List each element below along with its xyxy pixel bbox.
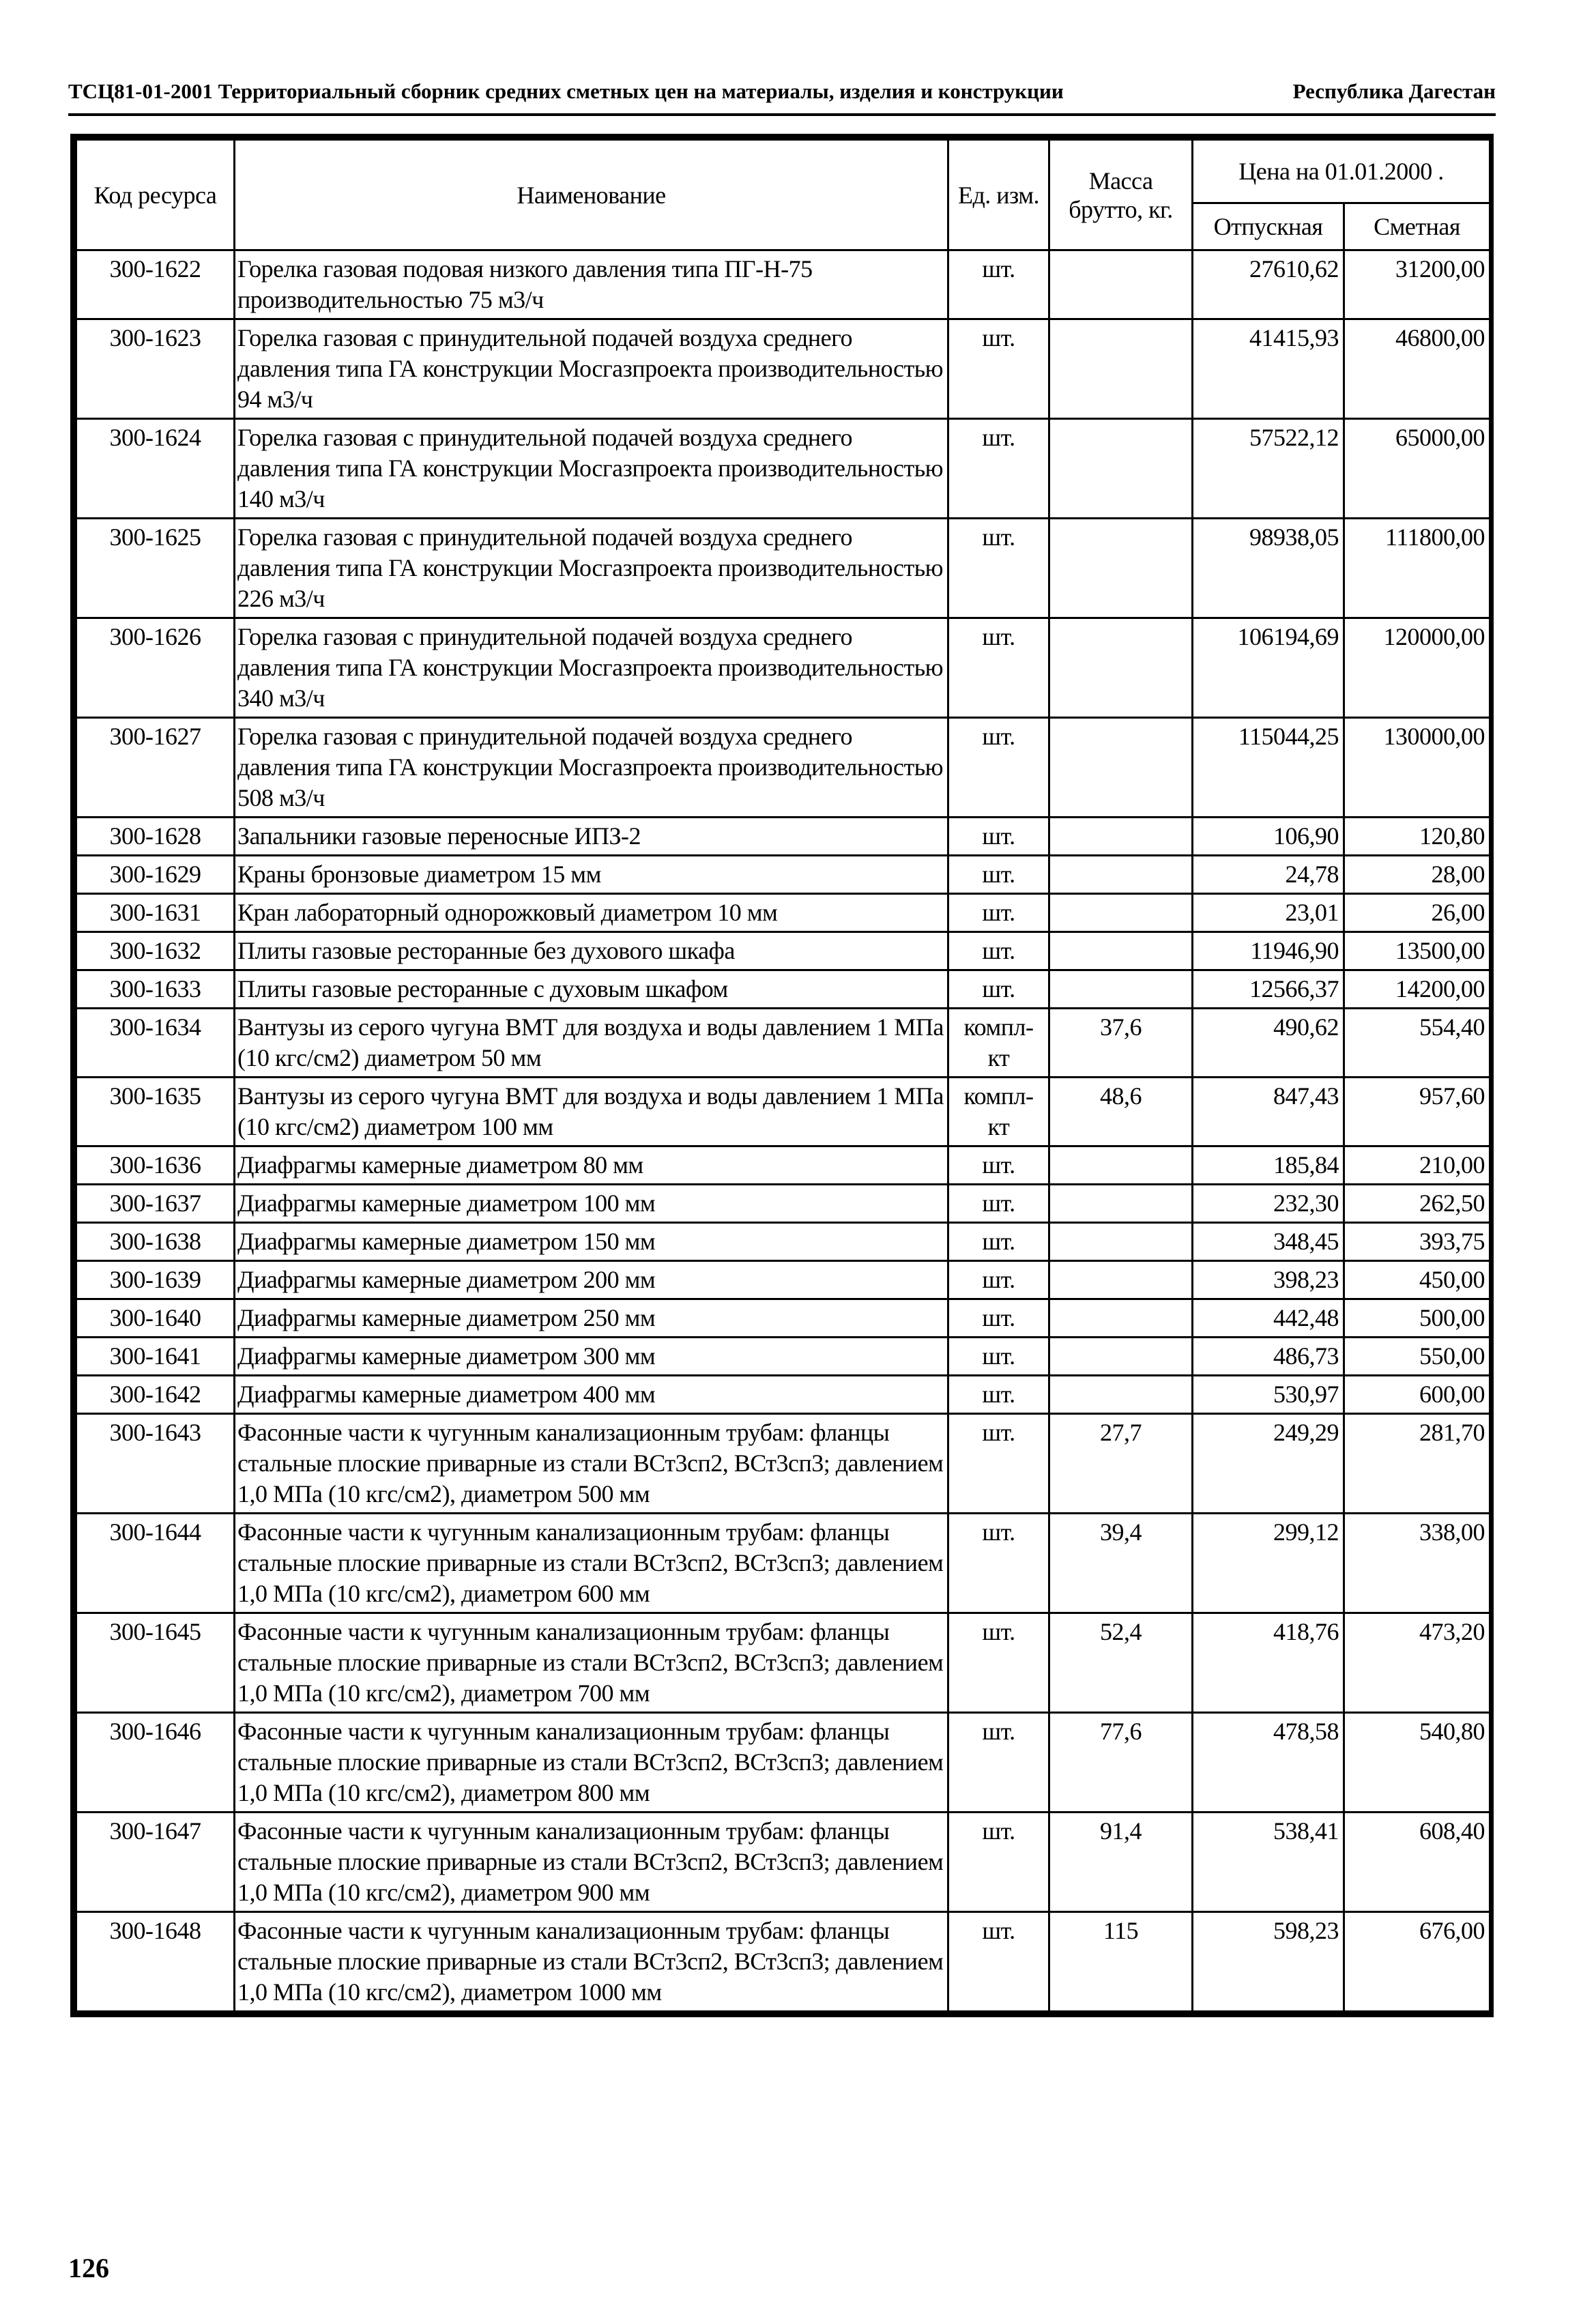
estimate-price-cell: 26,00 [1344,894,1490,932]
resource-code-cell: 300-1634 [76,1009,235,1078]
gross-mass-cell: 39,4 [1049,1514,1193,1613]
gross-mass-cell: 52,4 [1049,1613,1193,1713]
release-price-cell: 442,48 [1193,1299,1344,1338]
table-row [76,718,1490,818]
unit-cell: шт. [948,319,1049,419]
table-row [76,1009,1490,1078]
price-table-frame [70,134,1494,2017]
estimate-price-cell: 262,50 [1344,1185,1490,1223]
unit-cell: шт. [948,1376,1049,1414]
gross-mass-cell: 37,6 [1049,1009,1193,1078]
estimate-price-cell: 500,00 [1344,1299,1490,1338]
resource-code-cell: 300-1626 [76,618,235,718]
estimate-price-cell: 338,00 [1344,1514,1490,1613]
release-price-cell: 478,58 [1193,1713,1344,1813]
estimate-price-cell: 676,00 [1344,1912,1490,2012]
gross-mass-cell [1049,970,1193,1009]
table-row [76,1078,1490,1146]
table-row [76,1414,1490,1514]
release-price-cell: 106194,69 [1193,618,1344,718]
gross-mass-cell [1049,419,1193,519]
estimate-price-cell: 957,60 [1344,1078,1490,1146]
col-header-price-estimate: Сметная [1344,203,1490,250]
unit-cell: шт. [948,1299,1049,1338]
estimate-price-cell: 554,40 [1344,1009,1490,1078]
table-row [76,1514,1490,1613]
resource-name-cell: Фасонные части к чугунным канализационным трубам: фланцы стальные плоские приварные из стали ВСт3сп2, ВСт3сп3; давлением 1,0 МПа (10 кгс/см2), диаметром 500 мм [235,1414,948,1514]
unit-cell: шт. [948,1146,1049,1185]
region-name: Республика Дагестан [1292,79,1496,103]
unit-cell: шт. [948,1261,1049,1299]
resource-name-cell: Запальники газовые переносные ИПЗ-2 [235,818,948,856]
table-row [76,1813,1490,1912]
gross-mass-cell: 91,4 [1049,1813,1193,1912]
unit-cell: шт. [948,1223,1049,1261]
release-price-cell: 249,29 [1193,1414,1344,1514]
unit-cell: шт. [948,1185,1049,1223]
gross-mass-cell [1049,1261,1193,1299]
page-header [68,74,1496,116]
col-header-mass: Масса брутто, кг. [1049,140,1193,250]
unit-cell: шт. [948,419,1049,519]
table-row [76,1613,1490,1713]
resource-name-cell: Горелка газовая с принудительной подачей воздуха среднего давления типа ГА конструкции Мосгазпроекта производительностью 508 м3/ч [235,718,948,818]
resource-name-cell: Фасонные части к чугунным канализационным трубам: фланцы стальные плоские приварные из стали ВСт3сп2, ВСт3сп3; давлением 1,0 МПа (10 кгс/см2), диаметром 900 мм [235,1813,948,1912]
gross-mass-cell: 27,7 [1049,1414,1193,1514]
release-price-cell: 23,01 [1193,894,1344,932]
table-row [76,932,1490,970]
resource-name-cell: Краны бронзовые диаметром 15 мм [235,856,948,894]
estimate-price-cell: 46800,00 [1344,319,1490,419]
resource-name-cell: Фасонные части к чугунным канализационным трубам: фланцы стальные плоские приварные из стали ВСт3сп2, ВСт3сп3; давлением 1,0 МПа (10 кгс/см2), диаметром 600 мм [235,1514,948,1613]
gross-mass-cell [1049,1223,1193,1261]
unit-cell: шт. [948,1912,1049,2012]
unit-cell: шт. [948,519,1049,618]
release-price-cell: 57522,12 [1193,419,1344,519]
resource-name-cell: Фасонные части к чугунным канализационным трубам: фланцы стальные плоские приварные из стали ВСт3сп2, ВСт3сп3; давлением 1,0 МПа (10 кгс/см2), диаметром 1000 мм [235,1912,948,2012]
resource-name-cell: Диафрагмы камерные диаметром 400 мм [235,1376,948,1414]
table-row [76,319,1490,419]
resource-code-cell: 300-1623 [76,319,235,419]
release-price-cell: 490,62 [1193,1009,1344,1078]
unit-cell: шт. [948,718,1049,818]
resource-name-cell: Диафрагмы камерные диаметром 200 мм [235,1261,948,1299]
table-row [76,1912,1490,2012]
table-row [76,970,1490,1009]
estimate-price-cell: 13500,00 [1344,932,1490,970]
resource-code-cell: 300-1635 [76,1078,235,1146]
estimate-price-cell: 120,80 [1344,818,1490,856]
table-row [76,1376,1490,1414]
resource-code-cell: 300-1646 [76,1713,235,1813]
release-price-cell: 398,23 [1193,1261,1344,1299]
estimate-price-cell: 120000,00 [1344,618,1490,718]
estimate-price-cell: 65000,00 [1344,419,1490,519]
estimate-price-cell: 473,20 [1344,1613,1490,1713]
resource-code-cell: 300-1645 [76,1613,235,1713]
resource-name-cell: Диафрагмы камерные диаметром 100 мм [235,1185,948,1223]
estimate-price-cell: 281,70 [1344,1414,1490,1514]
release-price-cell: 598,23 [1193,1912,1344,2012]
resource-code-cell: 300-1642 [76,1376,235,1414]
gross-mass-cell [1049,818,1193,856]
table-row [76,1261,1490,1299]
estimate-price-cell: 31200,00 [1344,250,1490,319]
resource-name-cell: Горелка газовая с принудительной подачей воздуха среднего давления типа ГА конструкции Мосгазпроекта производительностью 340 м3/ч [235,618,948,718]
resource-code-cell: 300-1638 [76,1223,235,1261]
gross-mass-cell [1049,519,1193,618]
unit-cell: шт. [948,1713,1049,1813]
unit-cell: шт. [948,1813,1049,1912]
estimate-price-cell: 450,00 [1344,1261,1490,1299]
col-header-code: Код ресурса [76,140,235,250]
resource-code-cell: 300-1624 [76,419,235,519]
resource-code-cell: 300-1648 [76,1912,235,2012]
unit-cell: шт. [948,970,1049,1009]
release-price-cell: 486,73 [1193,1338,1344,1376]
estimate-price-cell: 600,00 [1344,1376,1490,1414]
resource-name-cell: Вантузы из серого чугуна ВМТ для воздуха и воды давлением 1 МПа (10 кгс/см2) диаметром 50 мм [235,1009,948,1078]
resource-code-cell: 300-1632 [76,932,235,970]
resource-code-cell: 300-1627 [76,718,235,818]
table-row [76,1338,1490,1376]
resource-code-cell: 300-1647 [76,1813,235,1912]
resource-code-cell: 300-1628 [76,818,235,856]
gross-mass-cell: 48,6 [1049,1078,1193,1146]
resource-code-cell: 300-1631 [76,894,235,932]
unit-cell: шт. [948,818,1049,856]
estimate-price-cell: 111800,00 [1344,519,1490,618]
estimate-price-cell: 393,75 [1344,1223,1490,1261]
resource-code-cell: 300-1625 [76,519,235,618]
release-price-cell: 299,12 [1193,1514,1344,1613]
release-price-cell: 106,90 [1193,818,1344,856]
estimate-price-cell: 550,00 [1344,1338,1490,1376]
table-row [76,1185,1490,1223]
resource-code-cell: 300-1639 [76,1261,235,1299]
gross-mass-cell [1049,1185,1193,1223]
resource-name-cell: Диафрагмы камерные диаметром 80 мм [235,1146,948,1185]
gross-mass-cell [1049,319,1193,419]
gross-mass-cell [1049,856,1193,894]
col-header-price-group: Цена на 01.01.2000 . [1193,140,1490,203]
resource-name-cell: Диафрагмы камерные диаметром 250 мм [235,1299,948,1338]
estimate-price-cell: 130000,00 [1344,718,1490,818]
unit-cell: шт. [948,856,1049,894]
release-price-cell: 115044,25 [1193,718,1344,818]
resource-name-cell: Фасонные части к чугунным канализационным трубам: фланцы стальные плоские приварные из стали ВСт3сп2, ВСт3сп3; давлением 1,0 МПа (10 кгс/см2), диаметром 800 мм [235,1713,948,1813]
page-number: 126 [68,2253,109,2283]
resource-name-cell: Плиты газовые ресторанные без духового шкафа [235,932,948,970]
resource-code-cell: 300-1643 [76,1414,235,1514]
unit-cell: компл-кт [948,1009,1049,1078]
release-price-cell: 98938,05 [1193,519,1344,618]
collection-title: ТСЦ81-01-2001 Территориальный сборник средних сметных цен на материалы, изделия и конструкции [68,79,1064,103]
estimate-price-cell: 540,80 [1344,1713,1490,1813]
unit-cell: шт. [948,1414,1049,1514]
table-row [76,419,1490,519]
unit-cell: шт. [948,1514,1049,1613]
release-price-cell: 27610,62 [1193,250,1344,319]
resource-code-cell: 300-1644 [76,1514,235,1613]
resource-name-cell: Диафрагмы камерные диаметром 150 мм [235,1223,948,1261]
gross-mass-cell [1049,1146,1193,1185]
resource-name-cell: Фасонные части к чугунным канализационным трубам: фланцы стальные плоские приварные из стали ВСт3сп2, ВСт3сп3; давлением 1,0 МПа (10 кгс/см2), диаметром 700 мм [235,1613,948,1713]
resource-name-cell: Горелка газовая с принудительной подачей воздуха среднего давления типа ГА конструкции Мосгазпроекта производительностью 94 м3/ч [235,319,948,419]
gross-mass-cell: 115 [1049,1912,1193,2012]
gross-mass-cell [1049,1338,1193,1376]
unit-cell: шт. [948,1613,1049,1713]
resource-name-cell: Горелка газовая с принудительной подачей воздуха среднего давления типа ГА конструкции Мосгазпроекта производительностью 226 м3/ч [235,519,948,618]
release-price-cell: 418,76 [1193,1613,1344,1713]
resource-code-cell: 300-1641 [76,1338,235,1376]
resource-name-cell: Диафрагмы камерные диаметром 300 мм [235,1338,948,1376]
resource-name-cell: Вантузы из серого чугуна ВМТ для воздуха и воды давлением 1 МПа (10 кгс/см2) диаметром 100 мм [235,1078,948,1146]
estimate-price-cell: 14200,00 [1344,970,1490,1009]
gross-mass-cell [1049,718,1193,818]
table-row [76,894,1490,932]
table-row [76,818,1490,856]
release-price-cell: 538,41 [1193,1813,1344,1912]
resource-code-cell: 300-1636 [76,1146,235,1185]
resource-code-cell: 300-1633 [76,970,235,1009]
resource-name-cell: Плиты газовые ресторанные с духовым шкафом [235,970,948,1009]
unit-cell: шт. [948,894,1049,932]
release-price-cell: 12566,37 [1193,970,1344,1009]
price-table [75,139,1491,2012]
resource-code-cell: 300-1622 [76,250,235,319]
resource-name-cell: Кран лабораторный однорожковый диаметром 10 мм [235,894,948,932]
resource-name-cell: Горелка газовая с принудительной подачей воздуха среднего давления типа ГА конструкции Мосгазпроекта производительностью 140 м3/ч [235,419,948,519]
col-header-unit: Ед. изм. [948,140,1049,250]
release-price-cell: 41415,93 [1193,319,1344,419]
gross-mass-cell: 77,6 [1049,1713,1193,1813]
gross-mass-cell [1049,894,1193,932]
estimate-price-cell: 210,00 [1344,1146,1490,1185]
resource-code-cell: 300-1640 [76,1299,235,1338]
resource-code-cell: 300-1629 [76,856,235,894]
unit-cell: шт. [948,1338,1049,1376]
release-price-cell: 348,45 [1193,1223,1344,1261]
table-row [76,856,1490,894]
estimate-price-cell: 28,00 [1344,856,1490,894]
gross-mass-cell [1049,1299,1193,1338]
unit-cell: шт. [948,932,1049,970]
estimate-price-cell: 608,40 [1344,1813,1490,1912]
table-row [76,1713,1490,1813]
table-row [76,1146,1490,1185]
col-header-name: Наименование [235,140,948,250]
gross-mass-cell [1049,1376,1193,1414]
release-price-cell: 24,78 [1193,856,1344,894]
release-price-cell: 185,84 [1193,1146,1344,1185]
resource-code-cell: 300-1637 [76,1185,235,1223]
release-price-cell: 232,30 [1193,1185,1344,1223]
release-price-cell: 11946,90 [1193,932,1344,970]
release-price-cell: 847,43 [1193,1078,1344,1146]
table-row [76,519,1490,618]
unit-cell: шт. [948,618,1049,718]
table-row [76,1299,1490,1338]
gross-mass-cell [1049,932,1193,970]
release-price-cell: 530,97 [1193,1376,1344,1414]
gross-mass-cell [1049,618,1193,718]
table-body [76,250,1490,2012]
unit-cell: шт. [948,250,1049,319]
table-row [76,250,1490,319]
unit-cell: компл-кт [948,1078,1049,1146]
table-row [76,618,1490,718]
table-row [76,1223,1490,1261]
col-header-price-release: Отпускная [1193,203,1344,250]
gross-mass-cell [1049,250,1193,319]
resource-name-cell: Горелка газовая подовая низкого давления типа ПГ-Н-75 производительностью 75 м3/ч [235,250,948,319]
